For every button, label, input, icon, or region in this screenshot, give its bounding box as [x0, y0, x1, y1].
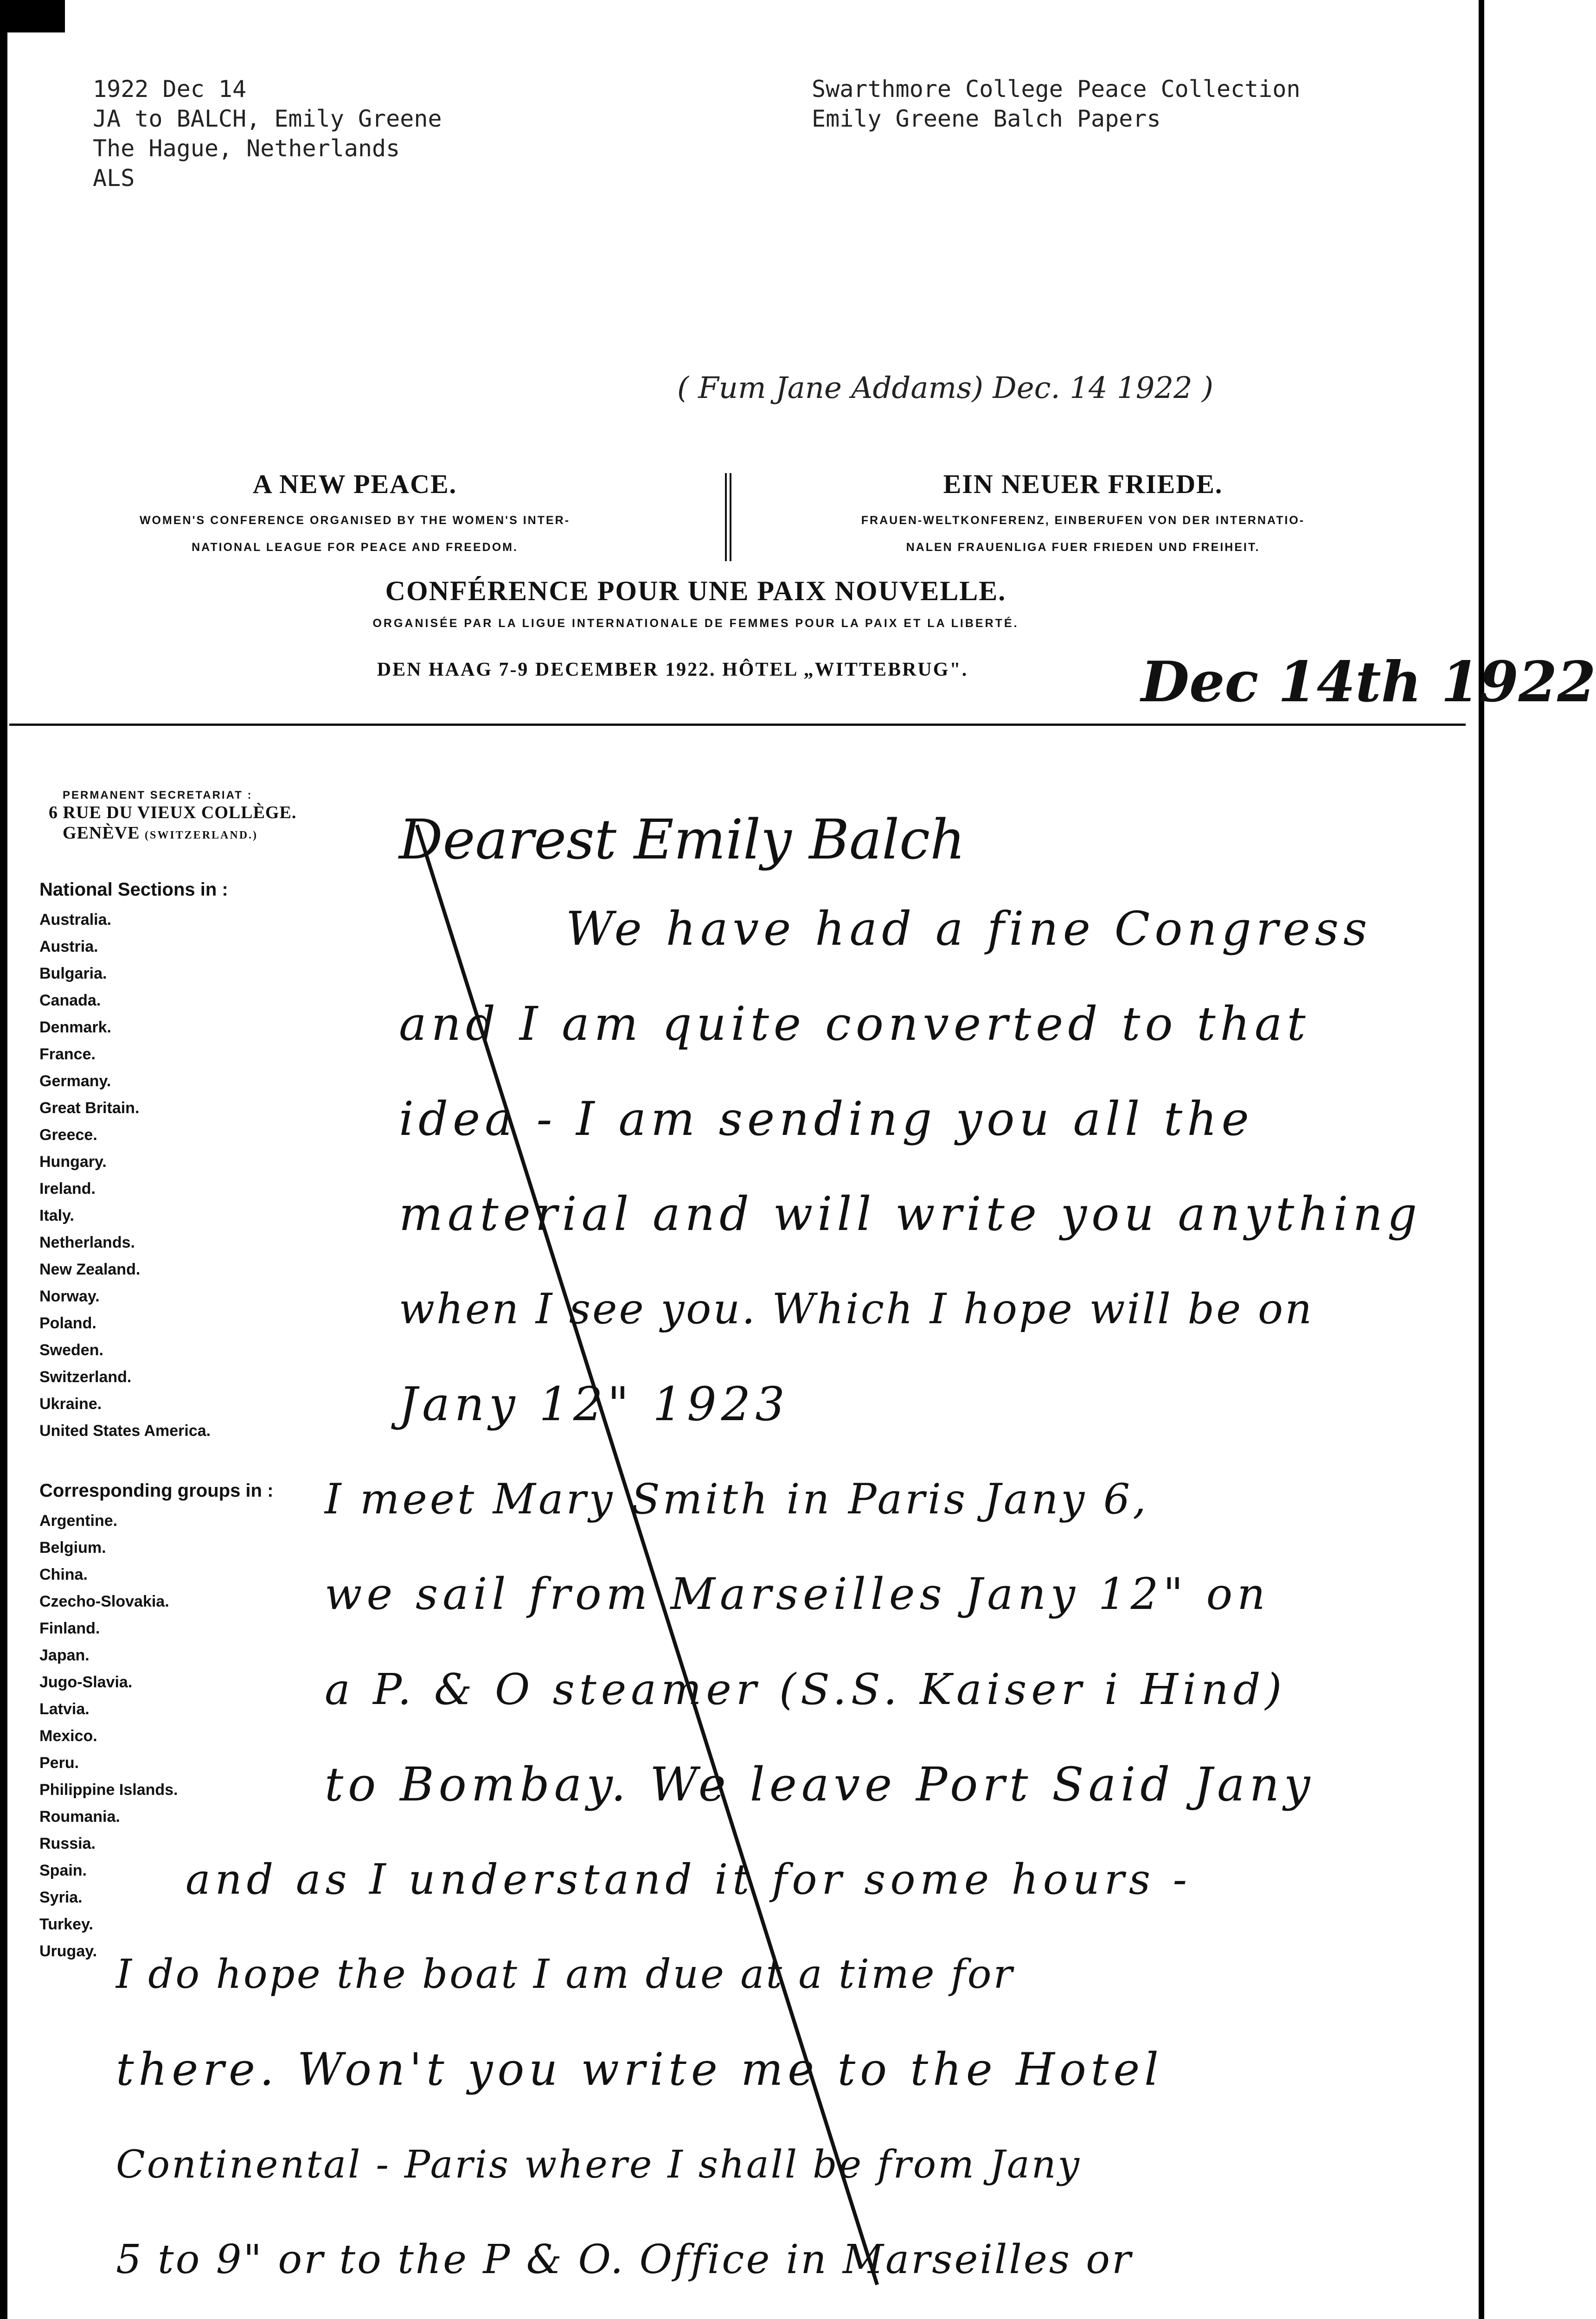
- group-item: China.: [39, 1566, 88, 1583]
- handwritten-date: Dec 14th 1922: [1141, 649, 1596, 715]
- letter-line: to Bombay. We leave Port Said Jany: [325, 1757, 1315, 1812]
- country-item: Canada.: [39, 992, 101, 1009]
- country-item: Sweden.: [39, 1341, 103, 1359]
- group-item: Jugo-Slavia.: [39, 1673, 133, 1691]
- country-item: Netherlands.: [39, 1234, 135, 1251]
- country-item: Austria.: [39, 938, 98, 955]
- scan-border-left: [0, 0, 7, 2319]
- letterhead-french: [139, 575, 1252, 637]
- country-item: Hungary.: [39, 1153, 107, 1171]
- letterhead-en-title: A NEW PEACE.: [252, 469, 457, 499]
- secretariat-label: PERMANENT SECRETARIAT :: [63, 789, 253, 801]
- letterhead-rule: [9, 724, 1466, 726]
- letter-line: 5 to 9" or to the P & O. Office in Marseilles or: [116, 2236, 1133, 2283]
- archive-date: 1922 Dec 14: [93, 76, 247, 102]
- country-item: United States America.: [39, 1422, 211, 1440]
- letterhead-en-sub-2: NATIONAL LEAGUE FOR PEACE AND FREEDOM.: [192, 541, 518, 554]
- letter-line: Continental - Paris where I shall be from Jany: [116, 2143, 1081, 2187]
- group-item: Mexico.: [39, 1727, 97, 1745]
- letterhead-de-sub-2: NALEN FRAUENLIGA FUER FRIEDEN UND FREIHEIT.: [906, 541, 1260, 554]
- pencil-annotation: ( Fum Jane Addams) Dec. 14 1922 ): [677, 371, 1214, 405]
- letterhead-fr-title: CONFÉRENCE POUR UNE PAIX NOUVELLE.: [385, 576, 1006, 606]
- letter-line: I meet Mary Smith in Paris Jany 6,: [325, 1475, 1149, 1524]
- letterhead-divider: [725, 473, 731, 561]
- letter-line: material and will write you anything: [399, 1187, 1422, 1241]
- country-item: Australia.: [39, 911, 111, 929]
- group-item: Philippine Islands.: [39, 1781, 178, 1799]
- corresponding-groups-heading: Corresponding groups in :: [39, 1480, 274, 1501]
- secretariat-block: [49, 788, 392, 843]
- group-item: Roumania.: [39, 1808, 120, 1826]
- archive-citation: [93, 74, 442, 193]
- secretariat-address: 6 RUE DU VIEUX COLLÈGE.: [49, 803, 297, 822]
- country-item: Norway.: [39, 1288, 100, 1305]
- letterhead-de-title: EIN NEUER FRIEDE.: [943, 469, 1223, 499]
- letter-line: when I see you. Which I hope will be on: [399, 1285, 1314, 1333]
- country-item: Italy.: [39, 1207, 74, 1224]
- group-item: Argentine.: [39, 1512, 118, 1530]
- letterhead-en-sub-1: WOMEN'S CONFERENCE ORGANISED BY THE WOMEN'S INTER-: [139, 514, 570, 527]
- letterhead-fr-sub: ORGANISÉE PAR LA LIGUE INTERNATIONALE DE FEMMES POUR LA PAIX ET LA LIBERTÉ.: [372, 617, 1019, 630]
- group-item: Peru.: [39, 1754, 79, 1772]
- scan-corner-mark: [0, 0, 65, 32]
- country-item: Great Britain.: [39, 1099, 140, 1117]
- country-item: Bulgaria.: [39, 965, 107, 982]
- letterhead-english: [37, 468, 673, 561]
- letter-line: Jany 12" 1923: [399, 1377, 789, 1431]
- scan-border-right: [1479, 0, 1484, 2319]
- archive-collection-name: Swarthmore College Peace Collection: [812, 76, 1301, 102]
- letter-line: we sail from Marseilles Jany 12" on: [325, 1569, 1270, 1620]
- secretariat-city-line: [63, 823, 392, 843]
- archive-papers-name: Emily Greene Balch Papers: [812, 105, 1161, 132]
- group-item: Russia.: [39, 1835, 96, 1852]
- country-item: Denmark.: [39, 1019, 111, 1036]
- letterhead-german: [747, 468, 1419, 561]
- group-item: Czecho-Slovakia.: [39, 1593, 169, 1610]
- group-item: Finland.: [39, 1620, 100, 1637]
- letter-line: a P. & O steamer (S.S. Kaiser i Hind): [325, 1665, 1287, 1714]
- group-item: Urugay.: [39, 1942, 97, 1960]
- country-item: Germany.: [39, 1072, 111, 1090]
- country-item: Ukraine.: [39, 1395, 102, 1413]
- archive-correspondents: JA to BALCH, Emily Greene: [93, 105, 442, 132]
- country-item: New Zealand.: [39, 1261, 141, 1278]
- letterhead-de-sub-1: FRAUEN-WELTKONFERENZ, EINBERUFEN VON DER INTERNATIO-: [861, 514, 1305, 527]
- letter-line: I do hope the boat I am due at a time for: [116, 1951, 1014, 1998]
- secretariat-city: GENÈVE: [63, 823, 140, 843]
- country-item: Poland.: [39, 1314, 96, 1332]
- letter-line: We have had a fine Congress: [566, 902, 1372, 956]
- country-item: Ireland.: [39, 1180, 96, 1198]
- letter-line: and I am quite converted to that: [399, 997, 1310, 1051]
- group-item: Latvia.: [39, 1700, 90, 1718]
- letter-line: idea - I am sending you all the: [399, 1092, 1254, 1146]
- group-item: Spain.: [39, 1862, 87, 1879]
- group-item: Syria.: [39, 1889, 83, 1906]
- national-sections-list: [39, 906, 392, 1444]
- country-item: Greece.: [39, 1126, 97, 1144]
- letter-line: and as I understand it for some hours -: [186, 1855, 1192, 1904]
- group-item: Belgium.: [39, 1539, 106, 1557]
- group-item: Japan.: [39, 1646, 90, 1664]
- archive-place: The Hague, Netherlands: [93, 135, 400, 162]
- country-item: France.: [39, 1045, 96, 1063]
- letter-salutation: Dearest Emily Balch: [399, 807, 966, 871]
- group-item: Turkey.: [39, 1915, 93, 1933]
- letterhead-venue: DEN HAAG 7-9 DECEMBER 1922. HÔTEL „WITTEBRUG".: [377, 659, 968, 680]
- archive-collection: [812, 74, 1301, 134]
- country-item: Switzerland.: [39, 1368, 132, 1386]
- national-sections-heading: National Sections in :: [39, 879, 228, 900]
- archive-type: ALS: [93, 165, 135, 192]
- secretariat-country: (SWITZERLAND.): [144, 829, 258, 841]
- letter-line: there. Won't you write me to the Hotel: [116, 2044, 1163, 2095]
